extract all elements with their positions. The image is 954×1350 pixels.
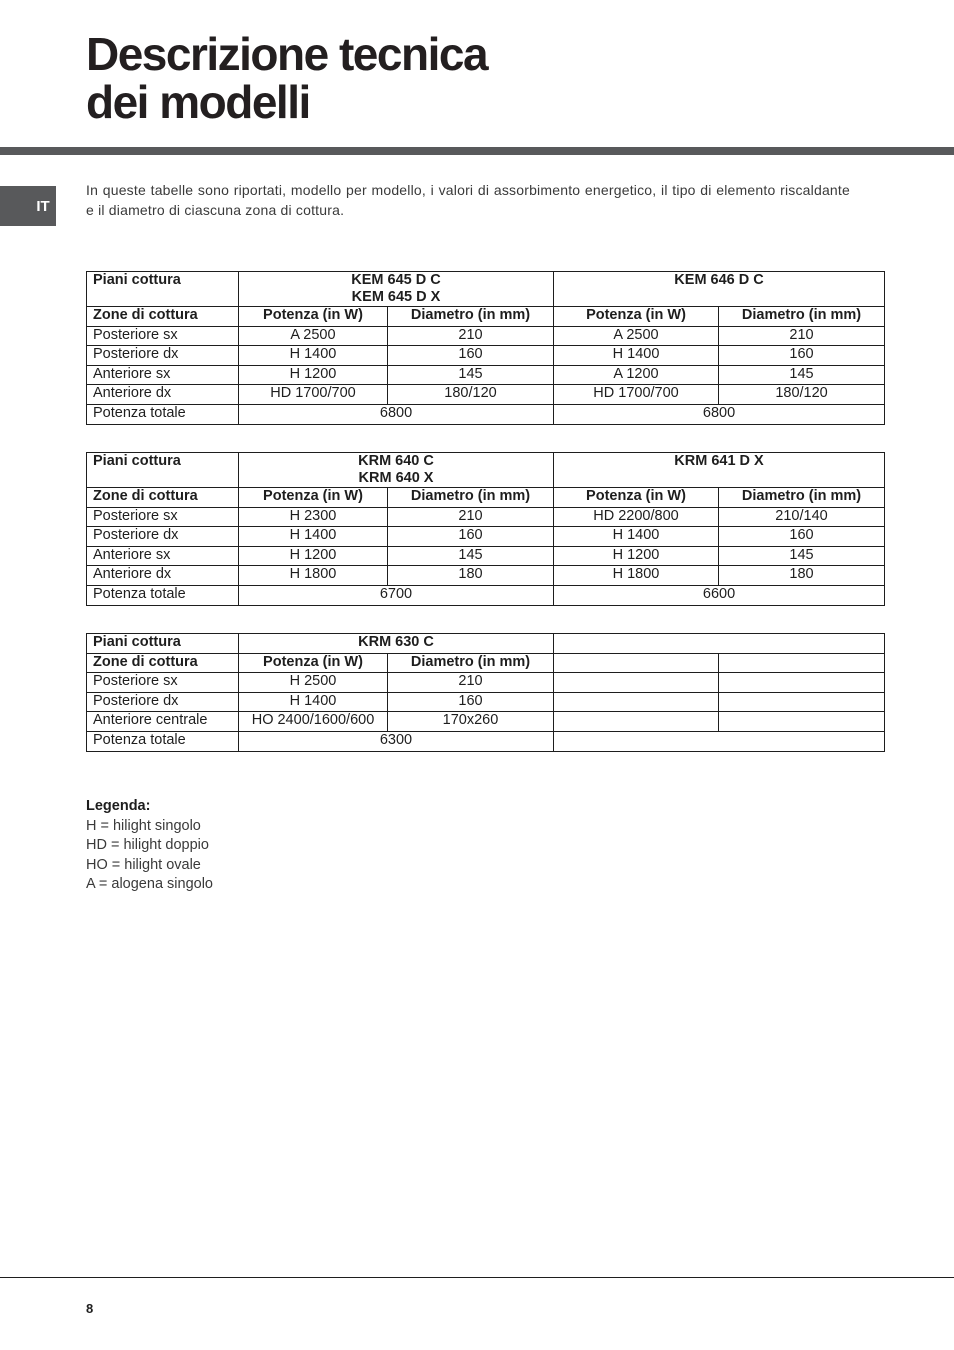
legend-title: Legenda: xyxy=(86,798,151,814)
zone-cell: Posteriore dx xyxy=(87,692,239,712)
zone-cell: Anteriore sx xyxy=(87,365,239,385)
diameter-cell: 180 xyxy=(388,566,554,586)
diameter-cell: 160 xyxy=(719,527,885,547)
zone-cell: Posteriore sx xyxy=(87,673,239,693)
diameter-cell: 180 xyxy=(719,566,885,586)
spec-table-krm-640 xyxy=(86,452,885,606)
power-cell: H 1400 xyxy=(239,692,388,712)
row-header-cell: Piani cottura xyxy=(87,272,239,307)
zone-cell: Anteriore sx xyxy=(87,546,239,566)
table-row xyxy=(87,507,885,527)
diameter-cell: 145 xyxy=(719,546,885,566)
table-row xyxy=(87,365,885,385)
zone-cell: Anteriore dx xyxy=(87,385,239,405)
power-cell: H 1400 xyxy=(554,527,719,547)
total-label-cell: Potenza totale xyxy=(87,731,239,751)
page-number: 8 xyxy=(86,1301,94,1316)
table-model-row xyxy=(87,634,885,654)
diameter-cell: 170x260 xyxy=(388,712,554,732)
row-header-cell: Piani cottura xyxy=(87,453,239,488)
table-row xyxy=(87,692,885,712)
table-total-row xyxy=(87,585,885,605)
empty-cell xyxy=(554,712,719,732)
empty-cell xyxy=(554,692,719,712)
diameter-cell: 160 xyxy=(388,346,554,366)
table-column-header-row xyxy=(87,653,885,673)
zone-cell: Anteriore dx xyxy=(87,566,239,586)
model-a-header xyxy=(239,634,554,654)
table-row xyxy=(87,326,885,346)
empty-cell xyxy=(719,673,885,693)
diameter-cell: 180/120 xyxy=(719,385,885,405)
page-title xyxy=(86,30,487,126)
power-cell: HD 2200/800 xyxy=(554,507,719,527)
zone-cell: Posteriore sx xyxy=(87,326,239,346)
diameter-cell: 160 xyxy=(388,692,554,712)
diameter-header-cell: Diametro (in mm) xyxy=(719,488,885,508)
empty-cell xyxy=(554,731,885,751)
model-a-header xyxy=(239,272,554,307)
diameter-cell: 210 xyxy=(388,673,554,693)
power-cell: HD 1700/700 xyxy=(239,385,388,405)
table-model-row xyxy=(87,272,885,307)
table-column-header-row xyxy=(87,488,885,508)
page-title-line-2: dei modelli xyxy=(86,76,310,128)
power-cell: H 1200 xyxy=(554,546,719,566)
model-b-header xyxy=(554,272,885,307)
legend-item: A = alogena singolo xyxy=(86,876,213,892)
diameter-cell: 160 xyxy=(719,346,885,366)
zone-cell: Posteriore dx xyxy=(87,527,239,547)
diameter-header-cell: Diametro (in mm) xyxy=(388,488,554,508)
zone-cell: Anteriore centrale xyxy=(87,712,239,732)
empty-cell xyxy=(554,634,885,654)
footer-divider xyxy=(0,1277,954,1278)
power-header-cell: Potenza (in W) xyxy=(239,307,388,327)
diameter-header-cell: Diametro (in mm) xyxy=(719,307,885,327)
total-value-cell: 6600 xyxy=(554,585,885,605)
legend xyxy=(86,797,213,895)
page-title-line-1: Descrizione tecnica xyxy=(86,28,488,80)
zones-header-cell: Zone di cottura xyxy=(87,488,239,508)
table-total-row xyxy=(87,731,885,751)
power-header-cell: Potenza (in W) xyxy=(554,307,719,327)
diameter-header-cell: Diametro (in mm) xyxy=(388,307,554,327)
diameter-cell: 210 xyxy=(388,507,554,527)
empty-cell xyxy=(719,653,885,673)
table-row xyxy=(87,346,885,366)
model-name: KEM 646 D C xyxy=(674,272,764,288)
power-cell: H 1400 xyxy=(239,527,388,547)
diameter-cell: 145 xyxy=(388,546,554,566)
model-name: KEM 645 D X xyxy=(351,289,441,305)
model-name: KEM 645 D C xyxy=(351,272,441,288)
power-cell: H 1800 xyxy=(239,566,388,586)
legend-item: H = hilight singolo xyxy=(86,817,201,834)
model-b-header xyxy=(554,453,885,488)
table-row xyxy=(87,546,885,566)
spec-table-krm-630 xyxy=(86,633,885,752)
table-row xyxy=(87,673,885,693)
table-row xyxy=(87,566,885,586)
power-cell: H 1200 xyxy=(239,546,388,566)
intro-paragraph: In queste tabelle sono riportati, modello per modello, i valori di assorbimento energetico, il tipo di elemento riscaldante e il diametro di ciascuna zona di cottura. xyxy=(86,182,850,218)
diameter-cell: 210 xyxy=(719,326,885,346)
power-cell: H 1400 xyxy=(239,346,388,366)
power-cell: A 1200 xyxy=(554,365,719,385)
power-cell: H 2300 xyxy=(239,507,388,527)
diameter-header-cell: Diametro (in mm) xyxy=(388,653,554,673)
diameter-cell: 210/140 xyxy=(719,507,885,527)
total-value-cell: 6300 xyxy=(239,731,554,751)
table-model-row xyxy=(87,453,885,488)
empty-cell xyxy=(554,673,719,693)
total-value-cell: 6800 xyxy=(554,404,885,424)
model-name: KRM 641 D X xyxy=(674,453,764,469)
diameter-cell: 160 xyxy=(388,527,554,547)
power-cell: H 1800 xyxy=(554,566,719,586)
total-label-cell: Potenza totale xyxy=(87,585,239,605)
table-column-header-row xyxy=(87,307,885,327)
diameter-cell: 145 xyxy=(719,365,885,385)
power-cell: A 2500 xyxy=(239,326,388,346)
model-name: KRM 640 X xyxy=(358,470,434,486)
diameter-cell: 180/120 xyxy=(388,385,554,405)
power-cell: H 1200 xyxy=(239,365,388,385)
table-row xyxy=(87,712,885,732)
table-total-row xyxy=(87,404,885,424)
model-name: KRM 640 C xyxy=(358,453,434,469)
zone-cell: Posteriore sx xyxy=(87,507,239,527)
zones-header-cell: Zone di cottura xyxy=(87,307,239,327)
empty-cell xyxy=(719,712,885,732)
empty-cell xyxy=(719,692,885,712)
power-cell: HO 2400/1600/600 xyxy=(239,712,388,732)
power-header-cell: Potenza (in W) xyxy=(239,653,388,673)
spec-table-kem xyxy=(86,271,885,425)
zone-cell: Posteriore dx xyxy=(87,346,239,366)
table-row xyxy=(87,527,885,547)
power-cell: H 2500 xyxy=(239,673,388,693)
legend-item: HO = hilight ovale xyxy=(86,856,201,873)
table-row xyxy=(87,385,885,405)
total-value-cell: 6700 xyxy=(239,585,554,605)
model-a-header xyxy=(239,453,554,488)
model-name: KRM 630 C xyxy=(358,634,434,650)
power-cell: HD 1700/700 xyxy=(554,385,719,405)
language-tab: IT xyxy=(0,186,56,226)
power-header-cell: Potenza (in W) xyxy=(239,488,388,508)
total-label-cell: Potenza totale xyxy=(87,404,239,424)
total-value-cell: 6800 xyxy=(239,404,554,424)
row-header-cell: Piani cottura xyxy=(87,634,239,654)
empty-cell xyxy=(554,653,719,673)
power-header-cell: Potenza (in W) xyxy=(554,488,719,508)
header-divider xyxy=(0,147,954,155)
zones-header-cell: Zone di cottura xyxy=(87,653,239,673)
power-cell: A 2500 xyxy=(554,326,719,346)
diameter-cell: 210 xyxy=(388,326,554,346)
legend-item: HD = hilight doppio xyxy=(86,837,209,853)
power-cell: H 1400 xyxy=(554,346,719,366)
diameter-cell: 145 xyxy=(388,365,554,385)
